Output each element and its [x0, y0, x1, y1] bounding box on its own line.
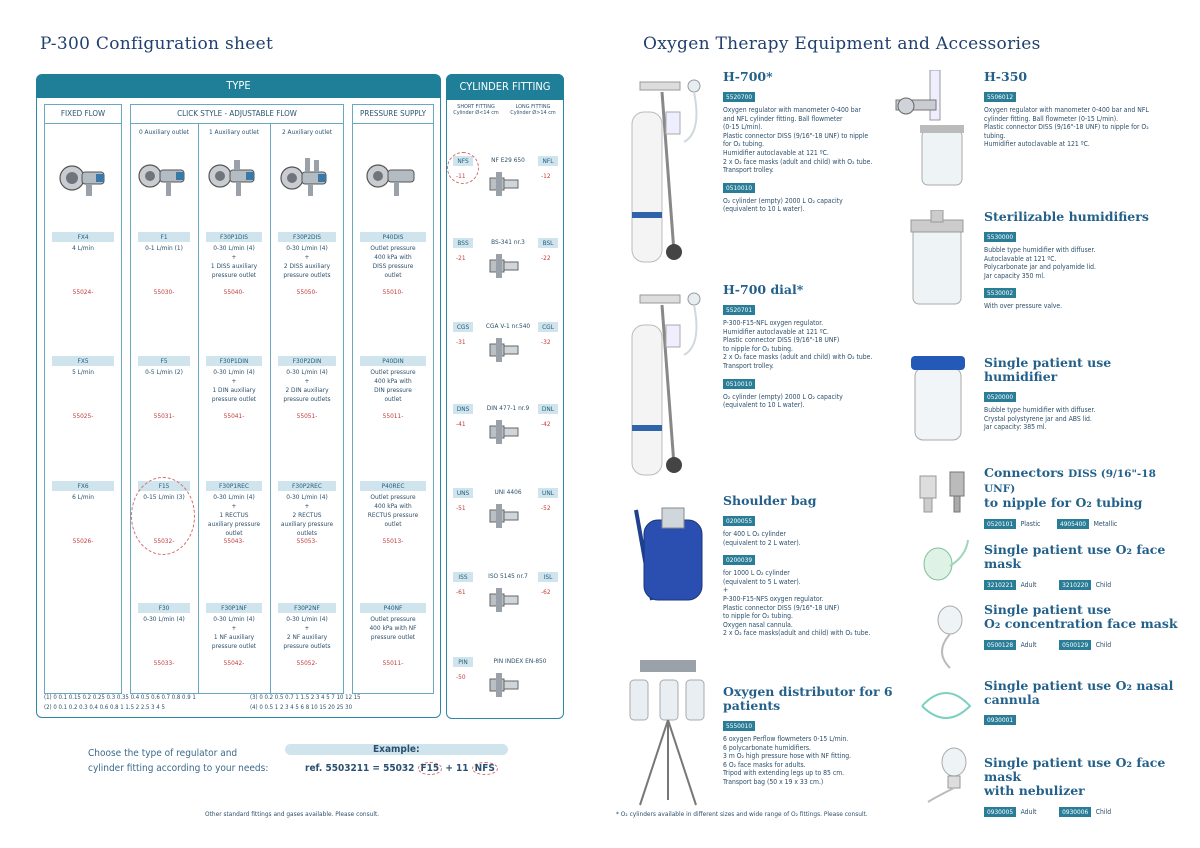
regulator-desc: 0-30 L/min (4) + 1 DIN auxiliary pressure outlet	[211, 368, 257, 403]
face-mask-image	[916, 536, 972, 586]
regulator-cell	[52, 356, 114, 377]
fitting-name: PIN INDEX EN-850	[493, 657, 547, 665]
shoulder-bag-code-2: 0200039	[723, 555, 755, 565]
regulator-desc: 5 L/min	[72, 368, 94, 376]
concentration-adult-code: 0500128	[984, 640, 1016, 650]
regulator-desc: 6 L/min	[72, 493, 94, 501]
divider	[270, 124, 271, 694]
regulator-code: FX4	[52, 232, 114, 242]
h700-cylinder-text: O₂ cylinder (empty) 2000 L O₂ capacity (equivalent to 10 L water).	[723, 196, 843, 214]
face-mask-adult-label: Adult	[1020, 581, 1037, 589]
regulator-cell	[52, 481, 114, 502]
regulator-cell	[52, 232, 114, 253]
connector-plastic-code: 0520101	[984, 519, 1016, 529]
regulator-code: FX5	[52, 356, 114, 366]
left-footer-note: Other standard fittings and gases available. Please consult.	[205, 810, 380, 818]
example-label: Example:	[373, 744, 420, 755]
sterilizable-code-1: 5530000	[984, 232, 1016, 242]
fitting-short-ref: -11	[456, 172, 466, 180]
example-nfs: NFS	[472, 762, 498, 775]
fitting-short-ref: -50	[456, 673, 466, 681]
concentration-child-code: 0500129	[1059, 640, 1091, 650]
single-humidifier-block	[984, 356, 1174, 432]
regulator-code: F30P2DIN	[278, 356, 336, 366]
regulator-code: F5	[138, 356, 190, 366]
regulator-cell	[278, 356, 336, 404]
pressure-regulator-image	[364, 158, 422, 200]
regulator-code: F30P1DIN	[206, 356, 262, 366]
f30p2-regulator-image	[278, 156, 336, 200]
fitting-long-ref: -12	[541, 172, 551, 180]
single-humidifier-text: Bubble type humidifier with diffuser. Crystal polystyrene jar and ABS lid. Jar capacity: 385 ml.	[984, 406, 1096, 432]
shoulder-bag-title: Shoulder bag	[723, 493, 817, 508]
fitting-long-code: ISL	[538, 572, 558, 582]
regulator-ref: 55011-	[382, 412, 404, 420]
fitting-long-ref: -62	[541, 588, 551, 596]
regulator-cell	[278, 481, 336, 538]
distributor-title: Oxygen distributor for 6 patients	[723, 684, 893, 713]
fitting-name: ISO 5145 nr.7	[488, 572, 528, 580]
highlight-circle-f15	[131, 477, 195, 555]
regulator-desc: Outlet pressure 400 kPa with DISS pressure outlet	[370, 244, 416, 279]
type-header: TYPE	[36, 74, 441, 98]
f-regulator-image	[136, 158, 192, 200]
divider	[198, 124, 199, 694]
single-humidifier-title: Single patient use humidifier	[984, 355, 1112, 384]
regulator-desc: 0-30 L/min (4)	[143, 615, 185, 623]
nebulizer-child-label: Child	[1095, 808, 1112, 816]
fitting-short-ref: -21	[456, 254, 466, 262]
regulator-cell	[278, 232, 336, 280]
h700-dial-cylinder-code: 0510010	[723, 379, 755, 389]
regulator-cell	[206, 232, 262, 280]
nasal-cannula-title-a: Single patient use O₂ nasal	[984, 678, 1174, 693]
face-mask-adult-code: 3210221	[984, 580, 1016, 590]
fitting-name: BS-341 nr.3	[491, 238, 525, 246]
col-click-style: CLICK STYLE - ADJUSTABLE FLOW	[130, 104, 344, 124]
example-plus: + 11	[445, 763, 469, 774]
h350-text: Oxygen regulator with manometer 0-400 bar and NFL cylinder fitting. Ball flowmeter (0-15 L/min). Plastic connector DISS (9/16"-18 UNF) to nipple for O₂ tubing. Humidifier autoclavable at 121 ºC.	[984, 106, 1149, 149]
fixed-regulator-image	[56, 158, 112, 200]
regulator-ref: 55013-	[382, 537, 404, 545]
regulator-code: P40REC	[360, 481, 426, 491]
scale-2: (2) 0 0.1 0.2 0.3 0.4 0.6 0.8 1 1.5 2 2.5 3 4 5	[44, 704, 165, 711]
nebulizer-child-code: 0930006	[1059, 807, 1091, 817]
h700-dial-block	[723, 283, 893, 410]
h700-dial-cylinder-text: O₂ cylinder (empty) 2000 L O₂ capacity (equivalent to 10 L water).	[723, 392, 843, 410]
regulator-cell	[138, 603, 190, 624]
nasal-cannula-block	[984, 679, 1184, 726]
fitting-name: NF E29 650	[491, 156, 525, 164]
regulator-desc: 0-30 L/min (4) + 2 NF auxiliary pressure outlets	[283, 615, 331, 650]
scale-4: (4) 0 0.5 1 2 3 4 5 6 8 10 15 20 25 30	[250, 704, 353, 711]
regulator-desc: 0-30 L/min (4) + 1 DISS auxiliary pressure outlet	[210, 244, 258, 279]
regulator-code: F30P1REC	[206, 481, 262, 491]
h700-cylinder-code: 0510010	[723, 183, 755, 193]
regulator-cell	[278, 603, 336, 651]
regulator-cell	[360, 603, 426, 642]
highlight-circle-nfs	[447, 152, 479, 184]
connectors-title-c: to nipple for O₂ tubing	[984, 495, 1143, 510]
fitting-short-ref: -41	[456, 420, 466, 428]
regulator-desc: 0-15 L/min (3)	[143, 493, 185, 501]
face-mask-block	[984, 543, 1184, 591]
example-ref-text: ref. 5503211 = 55032	[305, 763, 415, 774]
h350-image	[890, 70, 980, 190]
shoulder-bag-code-1: 0200055	[723, 516, 755, 526]
scale-3: (3) 0 0.2 0.5 0.7 1 1.5 2 3 4 5 7 10 12 15	[250, 694, 361, 701]
sterilizable-text-2: With over pressure valve.	[984, 302, 1063, 311]
h700-title: H-700*	[723, 69, 773, 84]
regulator-ref: 55024-	[72, 288, 94, 296]
distributor-block	[723, 685, 903, 787]
fitting-short-ref: -61	[456, 588, 466, 596]
regulator-cell	[360, 356, 426, 404]
example-f15: F15	[418, 762, 443, 775]
col-pressure-supply: PRESSURE SUPPLY	[352, 104, 434, 124]
fitting-image	[486, 336, 526, 364]
regulator-code: F30P2DIS	[278, 232, 336, 242]
fitting-short-code: CGS	[453, 322, 473, 332]
connectors-title	[984, 466, 1184, 496]
concentration-child-label: Child	[1095, 641, 1112, 649]
regulator-desc: Outlet pressure 400 kPa with NF pressure outlet	[369, 615, 417, 641]
concentration-adult-label: Adult	[1020, 641, 1037, 649]
regulator-desc: Outlet pressure 400 kPa with RECTUS pressure outlet	[367, 493, 419, 528]
regulator-code: F30P1NF	[206, 603, 262, 613]
fitting-short-code: DNS	[453, 404, 473, 414]
nebulizer-title-a: Single patient use O₂ face mask	[984, 755, 1166, 784]
fixed-col-box	[44, 122, 122, 694]
nasal-cannula-image	[916, 680, 976, 730]
h700-block	[723, 70, 893, 214]
connector-metallic-label: Metallic	[1093, 520, 1118, 528]
regulator-ref: 55032-	[153, 537, 175, 545]
regulator-ref: 55053-	[296, 537, 318, 545]
concentration-mask-image	[924, 602, 974, 672]
nebulizer-title-b: with nebulizer	[984, 783, 1085, 798]
h700-dial-image	[622, 285, 718, 481]
fitting-image	[486, 170, 526, 198]
regulator-cell	[206, 603, 262, 651]
regulator-desc: 0-30 L/min (4) + 1 RECTUS auxiliary pressure outlet	[207, 493, 261, 537]
regulator-desc: 0-30 L/min (4) + 2 DIN auxiliary pressure outlets	[283, 368, 331, 403]
nebulizer-mask-image	[924, 744, 978, 804]
regulator-code: FX6	[52, 481, 114, 491]
fitting-short-code: ISS	[453, 572, 473, 582]
long-fitting-label	[504, 104, 562, 116]
fitting-long-code: UNL	[538, 488, 558, 498]
sub-1-aux: 1 Auxiliary outlet	[208, 128, 259, 136]
regulator-ref: 55052-	[296, 659, 318, 667]
connector-plastic-label: Plastic	[1020, 520, 1041, 528]
fitting-long-ref: -22	[541, 254, 551, 262]
connector-metallic-code: 4905400	[1057, 519, 1089, 529]
short-fitting-title: SHORT FITTING	[457, 104, 495, 110]
regulator-code: F1	[138, 232, 190, 242]
regulator-ref: 55043-	[223, 537, 245, 545]
fitting-short-ref: -31	[456, 338, 466, 346]
nebulizer-adult-code: 0930005	[984, 807, 1016, 817]
left-page-title: P-300 Configuration sheet	[40, 34, 274, 54]
nasal-cannula-title-b: cannula	[984, 692, 1040, 707]
shoulder-bag-text-2: for 1000 L O₂ cylinder (equivalent to 5 L water). + P-300-F15-NFS oxygen regulator. Plastic connector DISS (9/16"-18 UNF) to nipple for O₂ tubing. Oxygen nasal cannula. 2 x O₂ face masks(adult and child) with O₂ tube.	[723, 569, 871, 638]
shoulder-bag-text-1: for 400 L O₂ cylinder (equivalent to 2 L water).	[723, 530, 801, 547]
single-humidifier-code: 0520000	[984, 392, 1016, 402]
right-page-title: Oxygen Therapy Equipment and Accessories	[643, 34, 1041, 54]
scale-1: (1) 0 0.1 0.15 0.2 0.25 0.3 0.35 0.4 0.5 0.6 0.7 0.8 0.9 1	[44, 694, 196, 701]
fitting-short-code: UNS	[453, 488, 473, 498]
regulator-cell	[206, 356, 262, 404]
fitting-long-code: DNL	[538, 404, 558, 414]
regulator-ref: 55010-	[382, 288, 404, 296]
regulator-desc: 0-30 L/min (4) + 1 NF auxiliary pressure outlet	[211, 615, 257, 650]
fitting-image	[486, 671, 526, 699]
regulator-cell	[138, 356, 190, 377]
h350-title: H-350	[984, 69, 1028, 84]
fitting-name: CGA V-1 nr.540	[485, 322, 531, 330]
connectors-title-b: DISS (9/16"-18 UNF)	[984, 468, 1156, 495]
nebulizer-block	[984, 756, 1184, 818]
regulator-cell	[206, 481, 262, 538]
choose-line-2: cylinder fitting according to your needs:	[88, 763, 269, 774]
connectors-title-a: Connectors	[984, 465, 1064, 480]
f30p1-regulator-image	[206, 156, 264, 200]
fitting-name: DIN 477-1 nr.9	[486, 404, 530, 412]
fitting-long-ref: -32	[541, 338, 551, 346]
h700-text: Oxygen regulator with manometer 0-400 bar and NFL cylinder fitting. Ball flowmeter (0-15 L/min). Plastic connector DISS (9/16"-18 UNF) to nipple for O₂ tubing. Humidifier autoclavable at 121 ºC. 2 x O₂ face masks (adult and child) with O₂ tube. Transport trolley.	[723, 106, 873, 175]
sterilizable-block	[984, 210, 1174, 311]
regulator-ref: 55042-	[223, 659, 245, 667]
regulator-desc: 4 L/min	[72, 244, 94, 252]
regulator-ref: 55033-	[153, 659, 175, 667]
regulator-cell	[360, 232, 426, 280]
connectors-image	[914, 468, 974, 514]
sterilizable-text-1: Bubble type humidifier with diffuser. Autoclavable at 121 ºC. Polycarbonate jar and polyamide lid. Jar capacity 350 ml.	[984, 246, 1096, 280]
regulator-code: F30P1DIS	[206, 232, 262, 242]
regulator-ref: 55040-	[223, 288, 245, 296]
sub-2-aux: 2 Auxiliary outlet	[281, 128, 332, 136]
regulator-ref: 55031-	[153, 412, 175, 420]
concentration-mask-title-b: O₂ concentration face mask	[984, 616, 1178, 631]
sub-0-aux: 0 Auxiliary outlet	[138, 128, 189, 136]
fitting-long-code: BSL	[538, 238, 558, 248]
fitting-image	[486, 252, 526, 280]
fitting-long-ref: -52	[541, 504, 551, 512]
short-fitting-label	[448, 104, 504, 116]
h700-dial-text: P-300-F15-NFL oxygen regulator. Humidifier autoclavable at 121 ºC. Plastic connector DISS (9/16"-18 UNF) to nipple for O₂ tubing. 2 x O₂ face masks (adult and child) with O₂ tube. Transport trolley.	[723, 319, 873, 370]
regulator-code: F30P2NF	[278, 603, 336, 613]
fitting-short-code: NFS	[453, 156, 473, 166]
face-mask-child-label: Child	[1095, 581, 1112, 589]
regulator-ref: 55030-	[153, 288, 175, 296]
regulator-desc: 0-5 L/min (2)	[145, 368, 183, 376]
regulator-desc: 0-30 L/min (4) + 2 DISS auxiliary pressure outlets	[283, 244, 331, 279]
shoulder-bag-block	[723, 494, 893, 638]
regulator-ref: 55025-	[72, 412, 94, 420]
regulator-ref: 55041-	[223, 412, 245, 420]
sterilizable-code-2: 5530002	[984, 288, 1016, 298]
fitting-long-code: NFL	[538, 156, 558, 166]
right-footer-note: * O₂ cylinders available in different sizes and wide range of O₂ fittings. Please consult.	[616, 810, 868, 818]
nebulizer-adult-label: Adult	[1020, 808, 1037, 816]
regulator-desc: 0-30 L/min (4) + 2 RECTUS auxiliary pressure outlets	[280, 493, 334, 537]
h350-block	[984, 70, 1174, 149]
fitting-image	[486, 586, 526, 614]
h700-code: 5520700	[723, 92, 755, 102]
h700-dial-title: H-700 dial*	[723, 282, 804, 297]
face-mask-title: Single patient use O₂ face mask	[984, 542, 1166, 571]
regulator-ref: 55050-	[296, 288, 318, 296]
fitting-long-code: CGL	[538, 322, 558, 332]
regulator-code: P40DIS	[360, 232, 426, 242]
regulator-ref: 55011-	[382, 659, 404, 667]
sterilizable-title: Sterilizable humidifiers	[984, 209, 1149, 224]
fitting-image	[486, 418, 526, 446]
face-mask-child-code: 3210220	[1059, 580, 1091, 590]
h700-image	[622, 72, 718, 268]
fitting-name: UNI 4406	[494, 488, 522, 496]
regulator-desc: Outlet pressure 400 kPa with DIN pressure outlet	[370, 368, 416, 403]
choose-line-1: Choose the type of regulator and	[88, 748, 238, 759]
h700-dial-code: 5520701	[723, 305, 755, 315]
sterilizable-humidifier-image	[905, 210, 971, 310]
regulator-ref: 55026-	[72, 537, 94, 545]
cylinder-fitting-header: CYLINDER FITTING	[446, 74, 564, 100]
connectors-block	[984, 466, 1184, 530]
distributor-code: 5550010	[723, 721, 755, 731]
concentration-mask-block	[984, 603, 1184, 651]
regulator-cell	[138, 232, 190, 253]
fitting-long-ref: -42	[541, 420, 551, 428]
concentration-mask-title-a: Single patient use	[984, 602, 1112, 617]
regulator-cell	[360, 481, 426, 529]
fitting-image	[486, 502, 526, 530]
regulator-code: P40DIN	[360, 356, 426, 366]
regulator-desc: 0-1 L/min (1)	[145, 244, 183, 252]
short-fitting-sub: Cylinder Ø<14 cm	[453, 110, 499, 116]
regulator-code: F15	[138, 481, 190, 491]
fitting-short-code: PIN	[453, 657, 473, 667]
regulator-ref: 55051-	[296, 412, 318, 420]
shoulder-bag-image	[622, 500, 718, 610]
regulator-code: F30	[138, 603, 190, 613]
regulator-code: F30P2REC	[278, 481, 336, 491]
long-fitting-sub: Cylinder Ø>14 cm	[510, 110, 556, 116]
nasal-cannula-code: 0930001	[984, 715, 1016, 725]
single-humidifier-image	[905, 350, 971, 444]
long-fitting-title: LONG FITTING	[515, 104, 551, 110]
choose-text	[88, 746, 268, 776]
fitting-short-ref: -51	[456, 504, 466, 512]
h350-code: 5506012	[984, 92, 1016, 102]
fitting-short-code: BSS	[453, 238, 473, 248]
col-fixed-flow: FIXED FLOW	[44, 104, 122, 124]
example-ref	[305, 762, 498, 775]
regulator-code: P40NF	[360, 603, 426, 613]
distributor-image	[620, 650, 716, 810]
distributor-text: 6 oxygen Perflow flowmeters 0-15 L/min. 6 polycarbonate humidifiers. 3 m O₂ high pressure hose with NF fitting. 6 O₂ face masks for adults. Tripod with extending legs up to 85 cm. Transport bag (50 x 19 x 33 cm.)	[723, 735, 852, 786]
